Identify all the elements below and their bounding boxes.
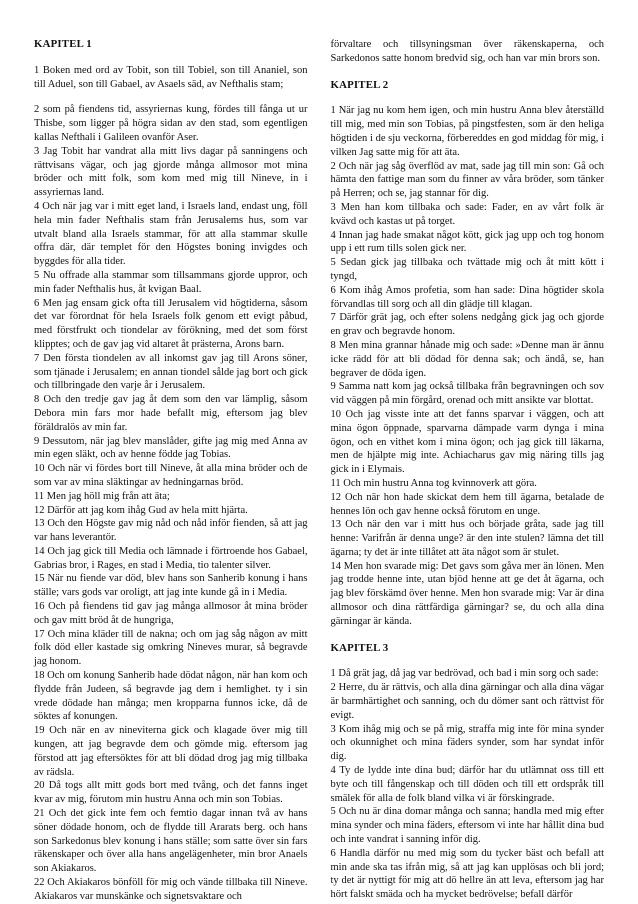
verse: 21 Och det gick inte fem och femtio dagar innan två av hans söner dödade honom, och de flydde till Ararats berg. och hans son Sarkedonus blev konung i hans ställe; som satte över sin fars räkenskaper och över alla hans angelägenheter, min bror Anaels son Akiakaros. bbox=[34, 808, 308, 875]
chapter-1-continuation: förvaltare och tillsyningsman över räkenskaperna, och Sarkedonos satte honom bredvid sig, och han var min brors son. bbox=[330, 39, 604, 64]
chapter-1-verses bbox=[34, 64, 308, 904]
verse: 5 Och nu är dina domar många och sanna; handla med mig efter mina synder och mina fäders, eftersom vi inte har hållit dina bud och inte vandrat i sanning inför dig. bbox=[330, 806, 604, 846]
verse: 6 Kom ihåg Amos profetia, som han sade: Dina högtider skola förvandlas till sorg och all din glädje till klagan. bbox=[330, 284, 604, 310]
verse: 8 Och den tredje gav jag åt dem som den var lämplig, såsom Debora min fars mor hade befallt mig, eftersom jag blev föräldralös av min far. bbox=[34, 394, 308, 433]
verse: 2 Herre, du är rättvis, och alla dina gärningar och alla dina vägar är barmhärtighet och sanning, och du dömer sant och rättvist för evigt. bbox=[330, 682, 604, 721]
right-column bbox=[331, 38, 605, 902]
verse: 2 som på fiendens tid, assyriernas kung, fördes till fånga ut ur Thisbe, som ligger på högra sidan av den stad, som egentligen kallas Nefthali i Galileen ovanför Aser. bbox=[34, 104, 308, 143]
verse: 14 Men hon svarade mig: Det gavs som gåva mer än lönen. Men jag trodde henne inte, utan bjöd henne att ge det åt ägarna, och jag blev förskämd över henne. Men hon svarade mig: Var är dina allmosor och dina rättfärdiga gärningar? se, du och alla dina gärningar är kända. bbox=[330, 560, 604, 627]
verse: 3 Jag Tobit har vandrat alla mitt livs dagar på sanningens och rättvisans vägar, och jag gjorde många allmosor mot mina bröder och mitt folk, som kom med mig till Nineve, in i assyriernas land. bbox=[34, 145, 308, 199]
verse: 15 När nu fiende var död, blev hans son Sanherib konung i hans ställe; vars gods var oroligt, att jag inte kunde gå in i Media. bbox=[34, 573, 308, 599]
verse: 19 Och när en av nineviterna gick och klagade över mig till kungen, att jag begravde dem och gömde mig. eftersom jag förstod att jag eftersöktes för att bli dödad drog jag mig tillbaka av rädsla. bbox=[34, 725, 308, 778]
verse: 4 Och när jag var i mitt eget land, i Israels land, endast ung, föll hela min fader Nefthalis stam från Jerusalems hus, som var utvalt bland alla Israels stammar, för att alla stammar skulle offra där, där templet för den Högstes boning invigdes och byggdes för alla tider. bbox=[34, 200, 308, 268]
verse: 17 Och mina kläder till de nakna; och om jag såg någon av mitt folk död eller kastade sig omkring Nineves murar, så begravde jag honom. bbox=[34, 628, 308, 668]
verse: 14 Och jag gick till Media och lämnade i förtroende hos Gabael, Gabrias bror, i Rages, en stad i Media, tio talenter silver. bbox=[34, 545, 308, 571]
verse: 1 Då grät jag, då jag var bedrövad, och bad i min sorg och sade: bbox=[330, 668, 599, 680]
chapter-3-verses bbox=[331, 667, 605, 902]
chapter-2-verses bbox=[331, 104, 605, 628]
verse: 3 Men han kom tillbaka och sade: Fader, en av vårt folk är kvävd och kastas ut på torget. bbox=[330, 201, 604, 227]
verse: 18 Och om konung Sanherib hade dödat någon, när han kom och flydde från Judeen, så begravde jag dem i hemlighet. ty i sin vrede dödade han många; men kropparna funnos icke, då de söktes af konungen. bbox=[34, 670, 308, 723]
verse: 4 Innan jag hade smakat något kött, gick jag upp och tog honom upp i ett rum tills solen gick ner. bbox=[330, 229, 604, 255]
verse: 9 Samma natt kom jag också tillbaka från begravningen och sov vid väggen på min förgård, orenad och mitt ansikte var blottat. bbox=[330, 381, 604, 407]
verse: 1 Boken med ord av Tobit, son till Tobiel, son till Ananiel, son till Aduel, son till Gabael, av Asaels säd, av Nefthalis stam; bbox=[34, 64, 308, 90]
verse: 13 Och den Högste gav mig nåd och nåd inför fienden, så att jag var hans leverantör. bbox=[34, 518, 308, 544]
verse: 22 Och Akiakaros bönföll för mig och vände tillbaka till Nineve. Akiakaros var munskänke och signetsvaktare och bbox=[34, 877, 308, 902]
verse: 4 Ty de lydde inte dina bud; därför har du utlämnat oss till ett byte och till fångenskap och till döden och till ett ordspråk till smälek för alla de folk bland vilka vi är förskingrade. bbox=[330, 765, 604, 804]
verse: 12 Därför att jag kom ihåg Gud av hela mitt hjärta. bbox=[34, 504, 248, 516]
chapter-1-heading: KAPITEL 1 bbox=[34, 38, 92, 50]
verse: 16 Och på fiendens tid gav jag många allmosor åt mina bröder och gav mitt bröd åt de hungriga, bbox=[34, 601, 308, 626]
verse: 7 Därför grät jag, och efter solens nedgång gick jag och gjorde en grav och begravde honom. bbox=[330, 312, 604, 338]
verse: 13 Och när den var i mitt hus och började gråta, sade jag till henne: Varifrån är denna unge? är den inte stulen? lämna det till ägarna; ty det är inte tillåtet att äta något som är stulet. bbox=[330, 519, 604, 558]
chapter-2-heading: KAPITEL 2 bbox=[330, 78, 389, 91]
verse: 5 Nu offrade alla stammar som tillsammans gjorde uppror, och min fader Nefthalis hus, åt kvigan Baal. bbox=[34, 269, 308, 295]
left-column bbox=[34, 38, 308, 902]
verse: 11 Men jag höll mig från att äta; bbox=[34, 490, 170, 502]
verse: 7 Den första tiondelen av all inkomst gav jag till Arons söner, som tjänade i Jerusalem; en annan tiondel sålde jag bort och gick och tillbringade den varje år i Jerusalem. bbox=[34, 352, 308, 392]
chapter-3-heading: KAPITEL 3 bbox=[330, 641, 389, 654]
verse: 6 Handla därför nu med mig som du tycker bäst och befall att min ande ska tas ifrån mig, så att jag kan upplösas och bli jord; ty det är nyttigt för mig att dö hellre än att leva, eftersom jag har hört falskt smäda och ha mycket bedrövelse; befall därför bbox=[330, 847, 604, 901]
verse: 6 Men jag ensam gick ofta till Jerusalem vid högtiderna, såsom det var förordnat för hela Israels folk genom ett evigt påbud, med förstfrukt och tiondelar av förökning, med det som först klipptes; och de gav jag vid altaret åt prästerna, Arons barn. bbox=[34, 297, 308, 350]
verse: 10 Och jag visste inte att det fanns sparvar i väggen, och att mina ögon öppnade, sparvarna dämpade varm dynga i mina ögon, och en vithet kom i mina ögon; och jag gick till läkarna, men de hjälpte mig inte. Achiacharus gav mig näring tills jag gick in i Elymais. bbox=[330, 408, 604, 476]
verse: 1 När jag nu kom hem igen, och min hustru Anna blev återställd till mig, med min son Tobias, på pingstfesten, som är den heliga högtiden i de sju veckorna, förbereddes en god middag för mig, i vilken Jag satte mig för att äta. bbox=[330, 105, 604, 158]
verse: 12 Och när hon hade skickat dem hem till ägarna, betalade de hennes lön och gav henne också förutom en unge. bbox=[330, 491, 604, 517]
verse: 9 Dessutom, när jag blev manslåder, gifte jag mig med Anna av min egen släkt, och av henne födde jag Tobias. bbox=[34, 435, 308, 461]
verse: 8 Men mina grannar hånade mig och sade: »Denne man är ännu icke rädd för att bli dödad för denna sak; och ändå, se, han begraver de döda igen. bbox=[330, 339, 604, 379]
verse: 5 Sedan gick jag tillbaka och tvättade mig och åt mitt kött i tyngd, bbox=[330, 257, 604, 282]
verse: 3 Kom ihåg mig och se på mig, straffa mig inte för mina synder och okunnighet och mina fäders synder, som har syndat inför dig. bbox=[330, 723, 604, 763]
verse: 10 Och när vi fördes bort till Nineve, åt alla mina bröder och de som var av mina släktingar av hedningarnas bröd. bbox=[34, 463, 308, 488]
verse: 11 Och min hustru Anna tog kvinnoverk att göra. bbox=[330, 477, 537, 489]
verse: 20 Då togs allt mitt gods bort med tvång, och det fanns inget kvar av mig, förutom min hustru Anna och min son Tobias. bbox=[34, 780, 308, 806]
verse: 2 Och när jag såg överflöd av mat, sade jag till min son: Gå och hämta den fattige man som du finner av våra bröder, som tänker på Herren; och se, jag stannar för dig. bbox=[330, 160, 604, 200]
